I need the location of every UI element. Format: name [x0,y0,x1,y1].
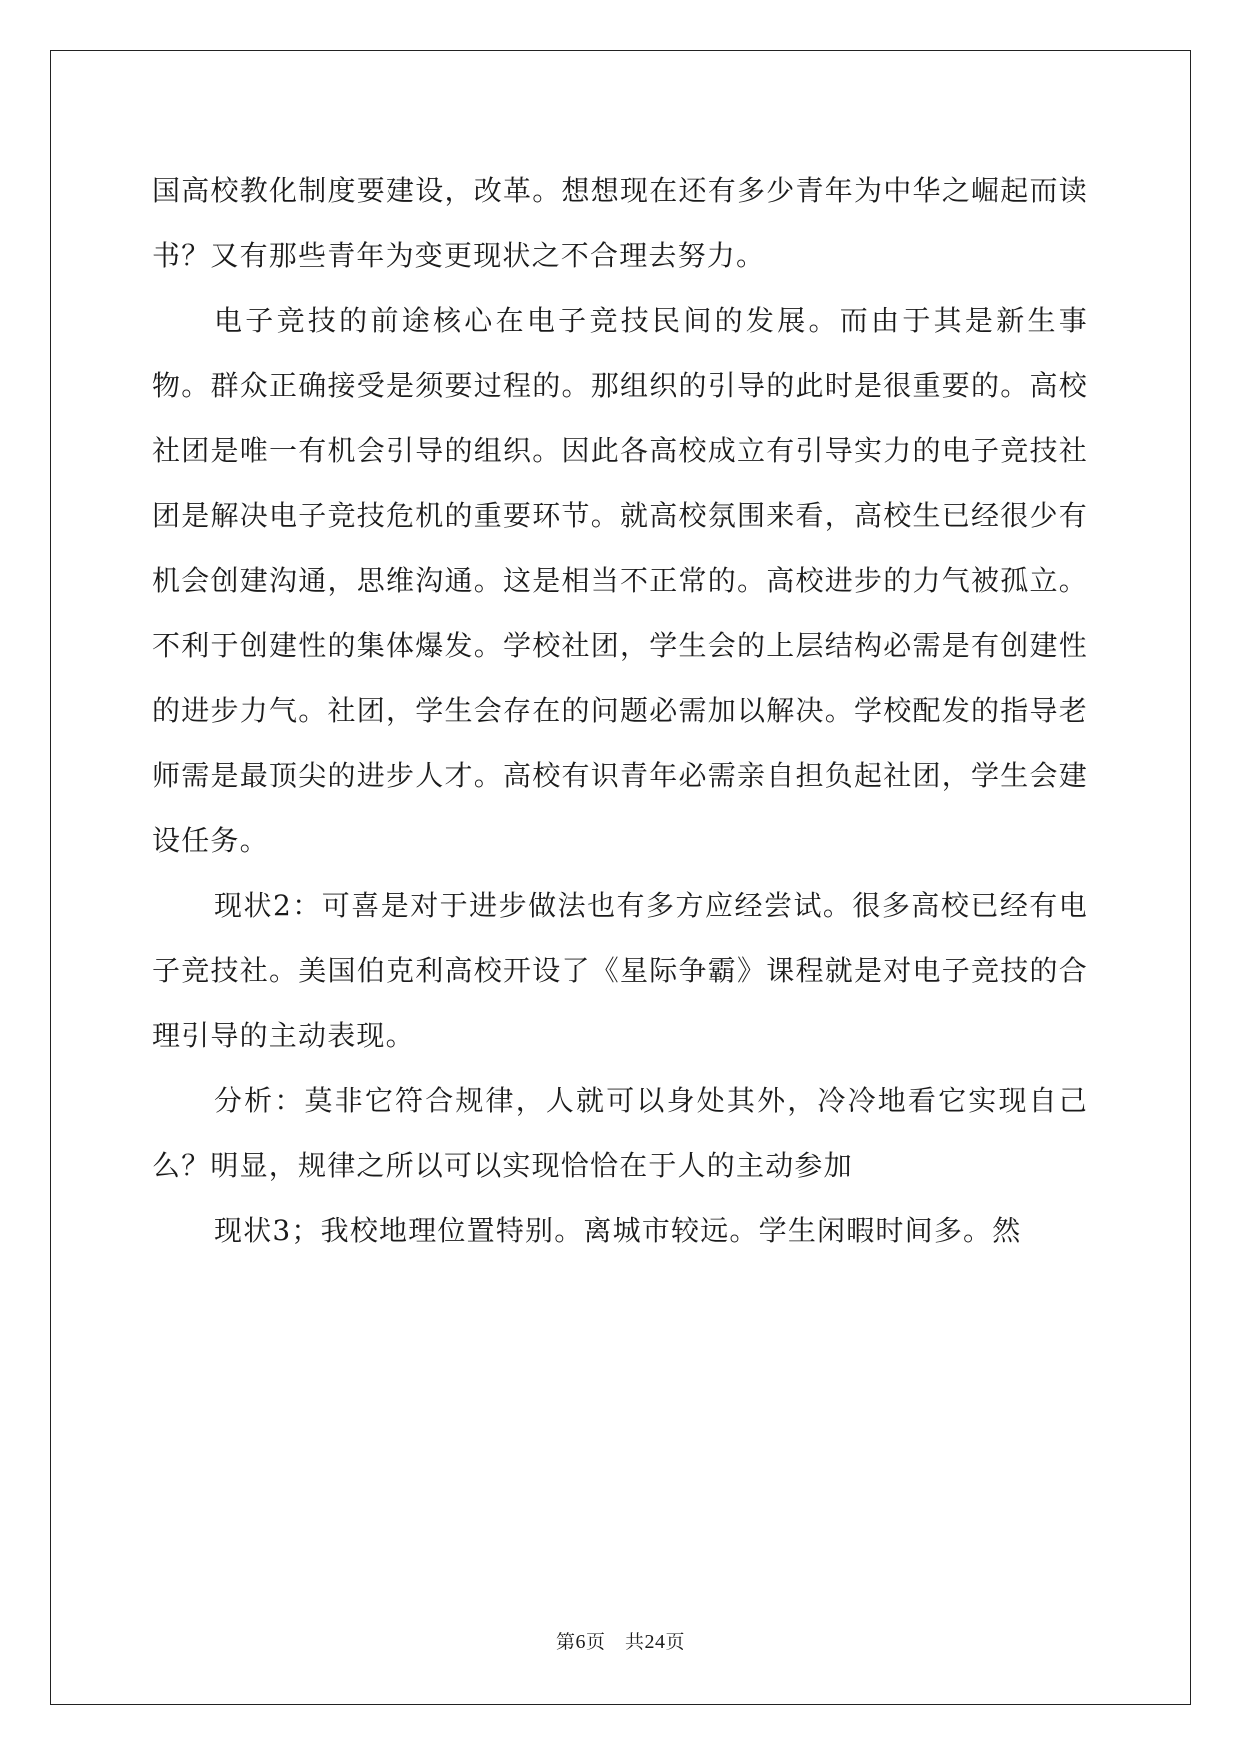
page-footer [0,1627,1241,1654]
document-body [152,158,1088,1263]
footer-prefix: 第 [555,1631,576,1653]
footer-total-pages: 24 [644,1631,666,1653]
footer-middle: 页 共 [585,1631,645,1653]
paragraph-3: 现状2：可喜是对于进步做法也有多方应经尝试。很多高校已经有电子竞技社。美国伯克利高校开设了《星际争霸》课程就是对电子竞技的合理引导的主动表现。 [152,889,1088,1052]
footer-suffix: 页 [665,1631,686,1653]
paragraph-4: 分析：莫非它符合规律，人就可以身处其外，冷冷地看它实现自己么？明显，规律之所以可以实现恰恰在于人的主动参加 [152,1084,1088,1182]
paragraph-1: 国高校教化制度要建设，改革。想想现在还有多少青年为中华之崛起而读书？又有那些青年为变更现状之不合理去努力。 [152,174,1088,272]
footer-page-number: 6 [575,1631,586,1653]
paragraph-5: 现状3；我校地理位置特别。离城市较远。学生闲暇时间多。然 [214,1214,1022,1247]
paragraph-2: 电子竞技的前途核心在电子竞技民间的发展。而由于其是新生事物。群众正确接受是须要过程的。那组织的引导的此时是很重要的。高校社团是唯一有机会引导的组织。因此各高校成立有引导实力的电子竞技社团是解决电子竞技危机的重要环节。就高校氛围来看，高校生已经很少有机会创建沟通，思维沟通。这是相当不正常的。高校进步的力气被孤立。不利于创建性的集体爆发。学校社团，学生会的上层结构必需是有创建性的进步力气。社团，学生会存在的问题必需加以解决。学校配发的指导老师需是最顶尖的进步人才。高校有识青年必需亲自担负起社团，学生会建设任务。 [152,304,1088,857]
